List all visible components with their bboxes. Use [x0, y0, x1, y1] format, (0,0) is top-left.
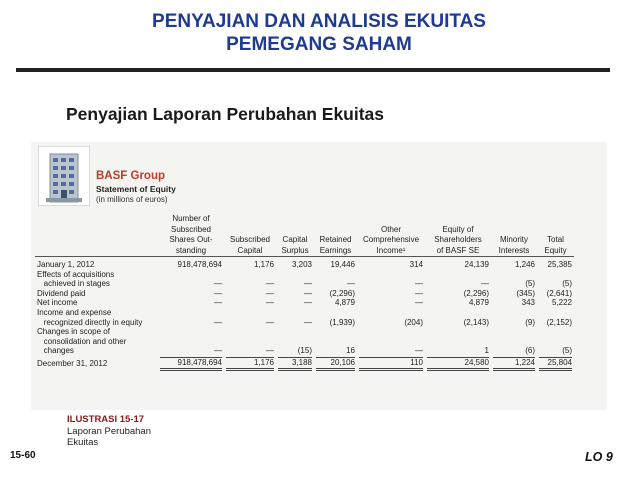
- table-cell: (2,296): [329, 288, 355, 298]
- table-cell: 1: [484, 346, 489, 356]
- row-label: consolidation and other: [37, 336, 127, 346]
- learning-objective-label: LO 9: [585, 450, 613, 464]
- table-cell: [491, 356, 537, 371]
- table-cell: [314, 327, 357, 337]
- column-header-line: Subscribed: [229, 235, 271, 244]
- table-cell: 314: [357, 257, 425, 270]
- column-header-line: Surplus: [281, 245, 309, 255]
- table-cell: (2,152): [546, 317, 572, 327]
- total-value: 25,804: [539, 357, 572, 371]
- table-cell: —: [266, 317, 274, 327]
- illustration-tag: ILUSTRASI 15-17: [67, 414, 145, 425]
- table-cell: —: [347, 279, 355, 289]
- table-cell: —: [304, 288, 312, 298]
- table-cell: [537, 356, 574, 371]
- column-header-line: Equity: [544, 245, 567, 255]
- table-cell: [537, 308, 574, 318]
- row-label: January 1, 2012: [35, 257, 158, 270]
- column-header-row: [35, 214, 574, 257]
- slide-subtitle: Penyajian Laporan Perubahan Ekuitas: [66, 104, 385, 124]
- table-cell: [158, 308, 224, 318]
- table-row: [35, 257, 574, 270]
- total-value: 110: [359, 357, 423, 371]
- table-cell: (5): [562, 346, 572, 356]
- table-cell: [224, 337, 276, 347]
- table-cell: —: [304, 298, 312, 308]
- table-cell: —: [266, 279, 274, 289]
- column-header: [357, 214, 425, 257]
- table-row: [35, 289, 574, 299]
- column-header-line: Shares Out-: [169, 235, 213, 244]
- table-cell: (15): [297, 346, 312, 356]
- column-header-blank: [35, 214, 158, 257]
- title-divider: [16, 68, 610, 72]
- table-cell: [314, 270, 357, 280]
- column-header: [158, 214, 224, 257]
- table-cell: [276, 356, 314, 371]
- table-cell: —: [266, 288, 274, 298]
- table-cell: (2,641): [546, 288, 572, 298]
- slide-title-line-2: PEMEGANG SAHAM: [226, 34, 412, 55]
- table-cell: [491, 270, 537, 280]
- table-cell: —: [214, 279, 222, 289]
- table-row: [35, 346, 574, 356]
- total-value: 3,188: [278, 357, 312, 371]
- table-cell: [537, 327, 574, 337]
- table-cell: [158, 270, 224, 280]
- table-row: [35, 308, 574, 318]
- column-header-line: Subscribed: [170, 224, 212, 234]
- table-cell: 16: [346, 346, 355, 356]
- illustration-caption: [67, 414, 151, 449]
- column-header-line: Shareholders: [434, 235, 482, 244]
- table-cell: [357, 356, 425, 371]
- table-cell: 3,203: [276, 257, 314, 270]
- column-header-line: Comprehensive: [362, 235, 420, 244]
- table-cell: [357, 327, 425, 337]
- column-header-line: Other: [380, 224, 401, 234]
- table-cell: —: [266, 298, 274, 308]
- table-cell: —: [415, 346, 423, 356]
- table-cell: [491, 337, 537, 347]
- table-cell: 343: [521, 298, 535, 308]
- table-cell: (9): [525, 317, 535, 327]
- table-row: [35, 298, 574, 308]
- table-cell: —: [415, 279, 423, 289]
- table-cell: 4,879: [468, 298, 489, 308]
- table-cell: [314, 308, 357, 318]
- table-cell: [425, 337, 491, 347]
- table-cell: 918,478,694: [158, 257, 224, 270]
- row-label: Effects of acquisitions: [37, 269, 115, 279]
- table-cell: [158, 327, 224, 337]
- row-label: achieved in stages: [37, 279, 110, 289]
- table-cell: [158, 337, 224, 347]
- row-label: Net income: [37, 298, 78, 308]
- table-row: [35, 356, 574, 371]
- total-value: 918,478,694: [160, 357, 222, 371]
- row-label: recognized directly in equity: [37, 317, 143, 327]
- table-row: [35, 270, 574, 280]
- table-cell: —: [304, 317, 312, 327]
- table-cell: [357, 337, 425, 347]
- slide-title: [0, 10, 638, 56]
- table-cell: 5,222: [551, 298, 572, 308]
- table-cell: [425, 356, 491, 371]
- table-cell: —: [214, 346, 222, 356]
- column-header: [491, 214, 537, 257]
- row-label: December 31, 2012: [37, 358, 108, 368]
- column-header: [276, 214, 314, 257]
- table-cell: [276, 270, 314, 280]
- table-cell: (6): [525, 346, 535, 356]
- column-header-line: Number of: [172, 214, 210, 223]
- table-cell: —: [266, 346, 274, 356]
- column-header-line: Equity of: [442, 224, 474, 234]
- row-label: Changes in scope of: [37, 327, 110, 337]
- table-cell: [425, 327, 491, 337]
- table-cell: 25,385: [537, 257, 574, 270]
- column-header-line: Earnings: [319, 245, 352, 255]
- table-cell: (204): [404, 317, 423, 327]
- table-cell: 4,879: [334, 298, 355, 308]
- column-header-line: of BASF SE: [436, 245, 480, 255]
- table-cell: —: [214, 298, 222, 308]
- illustration-caption-line-2: Ekuitas: [67, 437, 99, 448]
- building-icon: [38, 146, 90, 206]
- row-label: Income and expense: [37, 307, 112, 317]
- total-value: 20,106: [316, 357, 355, 371]
- table-cell: [314, 356, 357, 371]
- table-cell: [357, 308, 425, 318]
- row-label: changes: [37, 346, 74, 356]
- statement-units: (in millions of euros): [96, 195, 168, 204]
- column-header-line: standing: [175, 245, 207, 255]
- row-label: Dividend paid: [37, 288, 86, 298]
- table-cell: [491, 327, 537, 337]
- table-cell: [537, 337, 574, 347]
- page-number: 15-60: [10, 450, 36, 461]
- table-cell: [224, 327, 276, 337]
- slide-title-line-1: PENYAJIAN DAN ANALISIS EKUITAS: [152, 11, 486, 32]
- column-header-line: Income¹: [376, 245, 406, 255]
- column-header-line: Total: [547, 235, 564, 244]
- table-cell: [224, 308, 276, 318]
- table-cell: (345): [516, 288, 535, 298]
- table-cell: —: [481, 279, 489, 289]
- illustration-caption-line-1: Laporan Perubahan: [67, 425, 151, 437]
- table-cell: (1,939): [329, 317, 355, 327]
- table-cell: —: [214, 288, 222, 298]
- table-row: [35, 327, 574, 337]
- equity-statement-table: [35, 214, 574, 371]
- table-cell: [314, 337, 357, 347]
- table-cell: [276, 327, 314, 337]
- column-header-line: Capital: [237, 245, 263, 255]
- table-cell: [224, 356, 276, 371]
- table-cell: 24,139: [425, 257, 491, 270]
- company-name: BASF Group: [96, 170, 165, 182]
- table-cell: —: [415, 288, 423, 298]
- column-header: [224, 214, 276, 257]
- table-cell: —: [214, 317, 222, 327]
- table-cell: (2,143): [463, 317, 489, 327]
- table-cell: (2,296): [463, 288, 489, 298]
- table-cell: 19,446: [314, 257, 357, 270]
- table-cell: 1,246: [491, 257, 537, 270]
- column-header: [314, 214, 357, 257]
- column-header-line: Minority: [499, 235, 528, 244]
- table-cell: (5): [562, 279, 572, 289]
- table-cell: [425, 308, 491, 318]
- table-row: [35, 279, 574, 289]
- table-cell: [158, 356, 224, 371]
- column-header-line: Capital: [282, 235, 308, 244]
- total-value: 1,224: [493, 357, 535, 371]
- column-header: [537, 214, 574, 257]
- statement-name: Statement of Equity: [96, 184, 176, 194]
- table-cell: [276, 308, 314, 318]
- table-row: [35, 318, 574, 328]
- table-cell: [224, 270, 276, 280]
- column-header-line: Retained: [319, 235, 352, 244]
- table-cell: [425, 270, 491, 280]
- table-cell: —: [415, 298, 423, 308]
- table-cell: 1,176: [224, 257, 276, 270]
- table-cell: [491, 308, 537, 318]
- equity-statement-body: [35, 257, 574, 371]
- table-cell: —: [304, 279, 312, 289]
- table-cell: [276, 337, 314, 347]
- table-cell: (5): [525, 279, 535, 289]
- table-cell: [357, 270, 425, 280]
- column-header-line: Interests: [498, 245, 530, 255]
- table-cell: [537, 270, 574, 280]
- column-header: [425, 214, 491, 257]
- total-value: 24,580: [427, 357, 489, 371]
- total-value: 1,176: [226, 357, 274, 371]
- table-row: [35, 337, 574, 347]
